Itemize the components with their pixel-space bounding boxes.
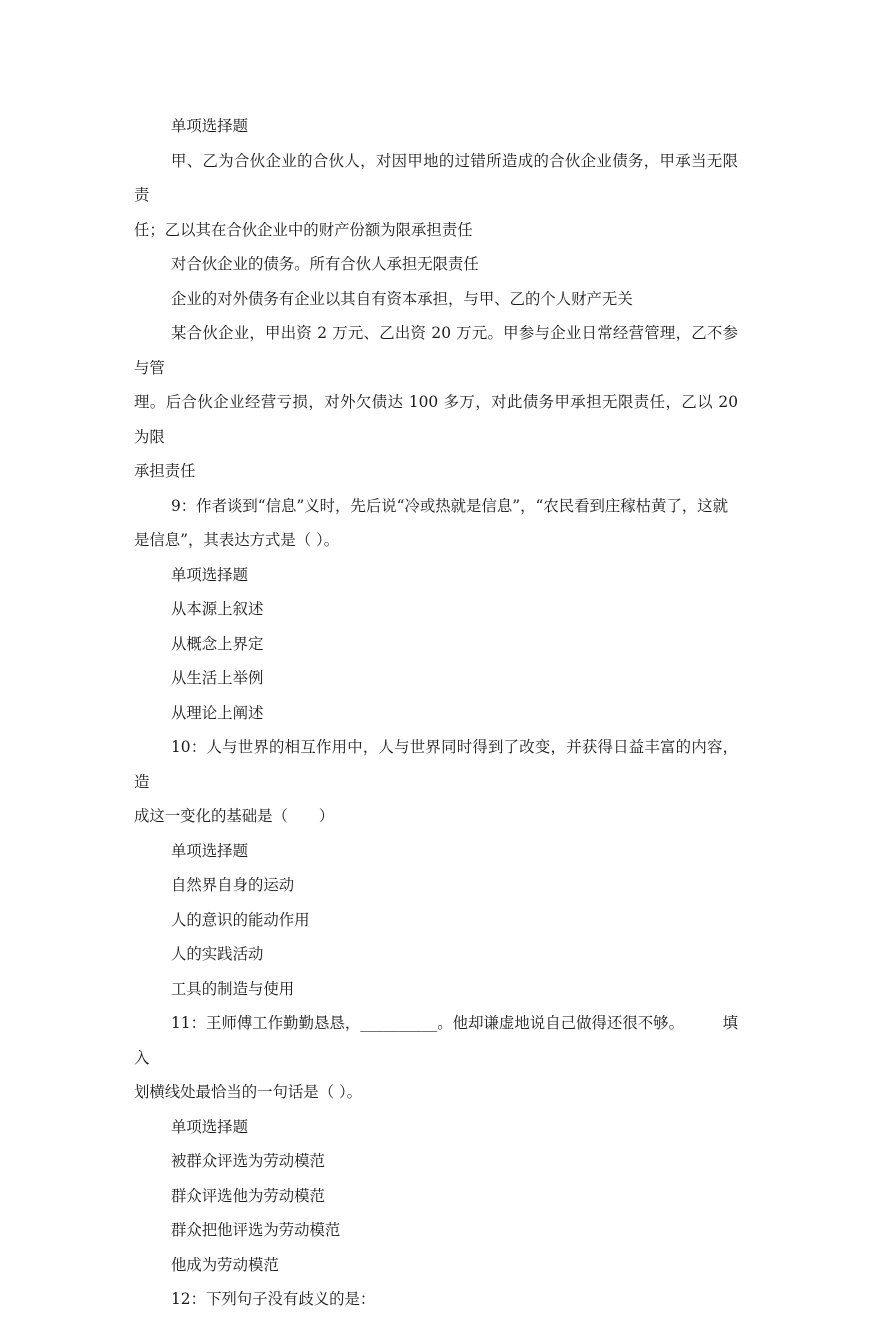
option-text: 某合伙企业，甲出资 2 万元、乙出资 20 万元。甲参与企业日常经营管理，乙不参与管 理。后合伙企业经营亏损，对外欠债达 100 多万，对此债务甲承担无限责任，乙以 20 为限 承担责任 xyxy=(134,324,738,480)
question-type-label: 单项选择题 xyxy=(171,117,248,135)
question-type-label: 单项选择题 xyxy=(171,1117,248,1136)
option-text: 他成为劳动模范 xyxy=(171,1255,279,1274)
question-11: 11：王师傅工作勤勤恳恳，__________。他却谦虚地说自己做得还很不够。 填入 划横线处最恰当的一句话是（ ）。 xyxy=(134,1014,738,1101)
option-text: 群众把他评选为劳动模范 xyxy=(171,1221,341,1239)
question-12: 12：下列句子没有歧义的是： xyxy=(171,1290,376,1308)
option-text: 群众评选他为劳动模范 xyxy=(171,1186,325,1205)
option-text: 从本源上叙述 xyxy=(171,600,264,618)
question-type-label: 单项选择题 xyxy=(171,841,248,860)
option-text: 人的意识的能动作用 xyxy=(171,910,310,929)
option-text: 人的实践活动 xyxy=(171,945,264,963)
option-text: 对合伙企业的债务。所有合伙人承担无限责任 xyxy=(171,255,479,273)
question-type-label: 单项选择题 xyxy=(171,565,248,584)
document-page xyxy=(134,109,738,1317)
option-text: 从生活上举例 xyxy=(171,669,264,687)
option-text: 甲、乙为合伙企业的合伙人，对因甲地的过错所造成的合伙企业债务，甲承当无限责 任；乙以其在合伙企业中的财产份额为限承担责任 xyxy=(134,151,738,239)
question-10: 10：人与世界的相互作用中，人与世界同时得到了改变，并获得日益丰富的内容，造 成这一变化的基础是（ ） xyxy=(134,738,738,825)
option-text: 从理论上阐述 xyxy=(171,703,264,722)
option-text: 被群众评选为劳动模范 xyxy=(171,1152,325,1170)
option-text: 从概念上界定 xyxy=(171,634,264,653)
option-text: 企业的对外债务有企业以其自有资本承担，与甲、乙的个人财产无关 xyxy=(171,289,633,308)
option-text: 自然界自身的运动 xyxy=(171,876,295,894)
question-9: 9：作者谈到“信息”义时，先后说“冷或热就是信息”，“农民看到庄稼枯黄了，这就 是信息”，其表达方式是（ ）。 xyxy=(134,496,729,549)
option-text: 工具的制造与使用 xyxy=(171,979,295,998)
